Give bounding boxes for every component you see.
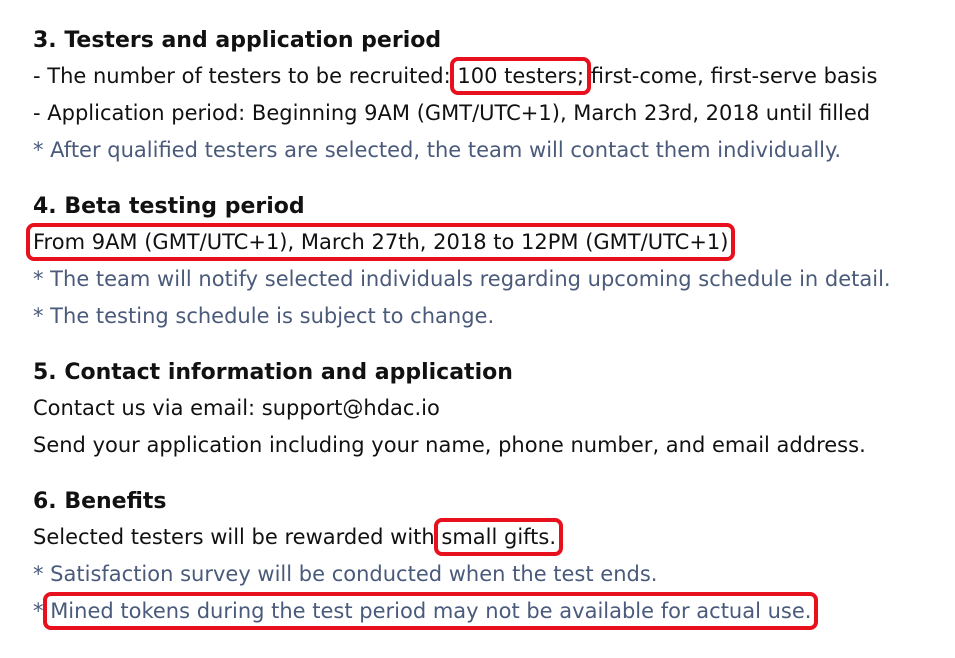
mined-tokens-note: [33, 593, 943, 630]
selection-note: * After qualified testers are selected, the team will contact them individually.: [33, 138, 842, 162]
contact-email-line: Contact us via email: support@hdac.io: [33, 396, 440, 420]
testers-count-highlight: 100 testers;: [457, 64, 585, 88]
mined-tokens-asterisk: *: [33, 599, 51, 623]
schedule-change-note: * The testing schedule is subject to change.: [33, 304, 495, 328]
section-heading: 6. Benefits: [33, 489, 167, 514]
mined-tokens-highlight: Mined tokens during the test period may not be available for actual use.: [50, 599, 812, 623]
beta-period-highlight: From 9AM (GMT/UTC+1), March 27th, 2018 to 12PM (GMT/UTC+1): [33, 230, 729, 254]
survey-note: * Satisfaction survey will be conducted when the test ends.: [33, 562, 658, 586]
section-contact-application: [33, 356, 943, 464]
document-body: [33, 24, 943, 630]
section-beta-testing-period: [33, 190, 943, 335]
application-period-line: - Application period: Beginning 9AM (GMT/UTC+1), March 23rd, 2018 until filled: [33, 101, 871, 125]
section-heading: 3. Testers and application period: [33, 28, 442, 53]
reward-highlight: small gifts.: [441, 525, 557, 549]
section-benefits: [33, 485, 943, 630]
application-instructions-line: Send your application including your name, phone number, and email address.: [33, 433, 866, 457]
reward-line: [33, 519, 943, 556]
reward-label: Selected testers will be rewarded with: [33, 525, 442, 549]
section-heading: 5. Contact information and application: [33, 360, 513, 385]
testers-count-line: [33, 58, 943, 95]
testers-count-label: - The number of testers to be recruited:: [33, 64, 458, 88]
testers-count-basis: first-come, first-serve basis: [584, 64, 878, 88]
schedule-notify-note: * The team will notify selected individuals regarding upcoming schedule in detail.: [33, 267, 891, 291]
section-testers-application: [33, 24, 943, 169]
beta-period-line: [33, 224, 943, 261]
section-heading: 4. Beta testing period: [33, 194, 305, 219]
